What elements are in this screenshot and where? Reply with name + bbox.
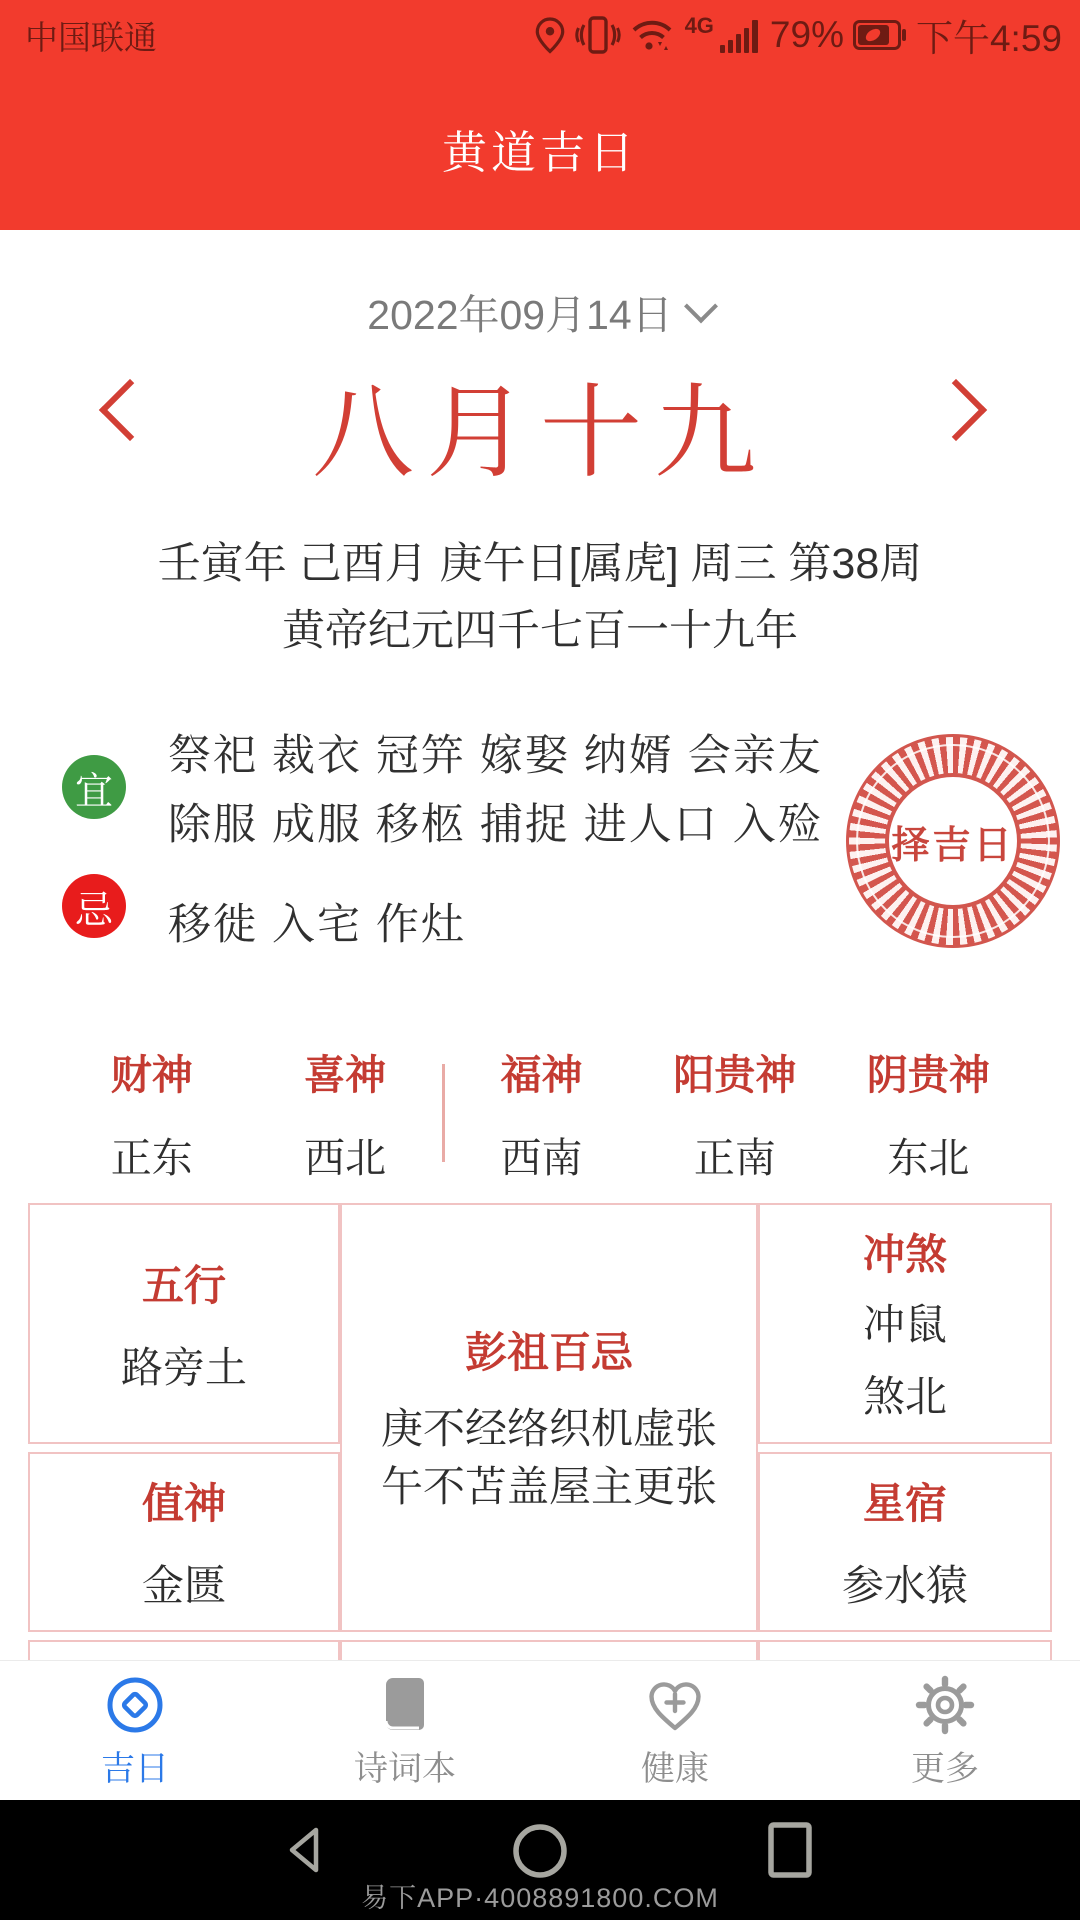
god-direction: 西北 <box>304 1135 387 1181</box>
carrier-label: 中国联通 <box>25 18 157 56</box>
cell-label: 值神 <box>141 1480 226 1527</box>
cell-value: 参水猿 <box>841 1562 968 1609</box>
tab-shiciben[interactable] <box>270 1661 540 1801</box>
cell-xingxiu <box>758 1452 1052 1632</box>
avoid-badge: 忌 <box>62 874 126 938</box>
chongsha-line-2: 煞北 <box>862 1372 947 1420</box>
god-label: 阴贵神 <box>866 1052 990 1098</box>
gods-row <box>55 1042 1025 1184</box>
page-title: 黄道吉日 <box>441 127 638 178</box>
gregorian-date-label: 2022年09月14日 <box>367 292 673 338</box>
ganzhi-line: 壬寅年 己酉月 庚午日[属虎] 周三 第38周 <box>157 540 923 588</box>
wifi-icon <box>630 15 676 55</box>
god-direction: 东北 <box>887 1135 970 1181</box>
chongsha-line-1: 冲鼠 <box>862 1300 947 1348</box>
network-type-label: 4G <box>684 13 714 38</box>
god-label: 财神 <box>110 1052 193 1098</box>
god-yangguishen <box>638 1042 831 1184</box>
clock-label: 下午4:59 <box>915 18 1062 59</box>
recents-icon[interactable] <box>764 1822 816 1883</box>
heart-plus-icon <box>643 1673 707 1737</box>
status-icons <box>534 8 1062 62</box>
god-direction: 西南 <box>500 1135 583 1181</box>
avoid-list: 移徙 入宅 作灶 <box>168 901 466 949</box>
coin-icon <box>103 1673 167 1737</box>
cell-chongsha <box>758 1203 1052 1444</box>
god-direction: 正东 <box>110 1135 193 1181</box>
back-icon[interactable] <box>278 1822 334 1883</box>
tab-jiankang[interactable] <box>540 1661 810 1801</box>
tab-label: 健康 <box>641 1750 709 1788</box>
location-icon <box>534 15 566 55</box>
pengzu-line-2: 午不苫盖屋主更张 <box>380 1462 717 1510</box>
book-icon <box>373 1673 437 1737</box>
god-fushen <box>445 1042 638 1184</box>
god-label: 喜神 <box>304 1052 387 1098</box>
cell-zhishen <box>28 1452 340 1632</box>
tab-jiri[interactable] <box>0 1661 270 1801</box>
tab-bar <box>0 1660 1080 1801</box>
status-bar <box>25 10 1062 60</box>
vibrate-icon <box>575 15 621 55</box>
cell-label: 星宿 <box>862 1480 947 1527</box>
chevron-down-icon <box>684 289 718 323</box>
watermark-label: 易下APP·4008891800.COM <box>361 1883 719 1913</box>
cell-label: 五行 <box>141 1261 226 1309</box>
lunar-date-label: 八月十九 <box>312 376 768 490</box>
tab-label: 诗词本 <box>354 1750 456 1788</box>
suitable-line-2: 除服 成服 移柩 捕捉 进人口 入殓 <box>168 801 823 849</box>
god-label: 福神 <box>500 1052 583 1098</box>
gear-icon <box>913 1673 977 1737</box>
god-caishen <box>55 1042 248 1184</box>
battery-leaf-icon <box>853 19 907 51</box>
suitable-line-1: 祭祀 裁衣 冠笄 嫁娶 纳婿 会亲友 <box>168 732 823 780</box>
tab-label: 吉日 <box>101 1750 169 1788</box>
era-line: 黄帝纪元四千七百一十九年 <box>282 607 798 655</box>
signal-icon <box>719 16 761 54</box>
tab-gengduo[interactable] <box>810 1661 1080 1801</box>
tab-label: 更多 <box>911 1750 979 1788</box>
god-xishen <box>248 1042 441 1184</box>
cell-label: 冲煞 <box>862 1230 947 1278</box>
pengzu-line-1: 庚不经络织机虚张 <box>380 1404 717 1452</box>
cell-wuxing <box>28 1203 340 1444</box>
cell-label: 彭祖百忌 <box>464 1328 633 1376</box>
app-header <box>0 0 1080 230</box>
cell-pengzu <box>340 1203 758 1632</box>
auspicious-day-stamp <box>846 734 1060 948</box>
date-picker[interactable] <box>0 282 1080 341</box>
suitable-badge: 宜 <box>62 755 126 819</box>
suitable-list <box>168 722 848 860</box>
stamp-text: 择吉日 <box>885 773 1021 909</box>
cell-value: 金匮 <box>141 1562 226 1609</box>
cell-value: 路旁土 <box>120 1343 247 1391</box>
god-direction: 正南 <box>693 1135 776 1181</box>
god-label: 阳贵神 <box>673 1052 797 1098</box>
god-yinguishen <box>832 1042 1025 1184</box>
battery-percent-label: 79% <box>769 14 844 55</box>
